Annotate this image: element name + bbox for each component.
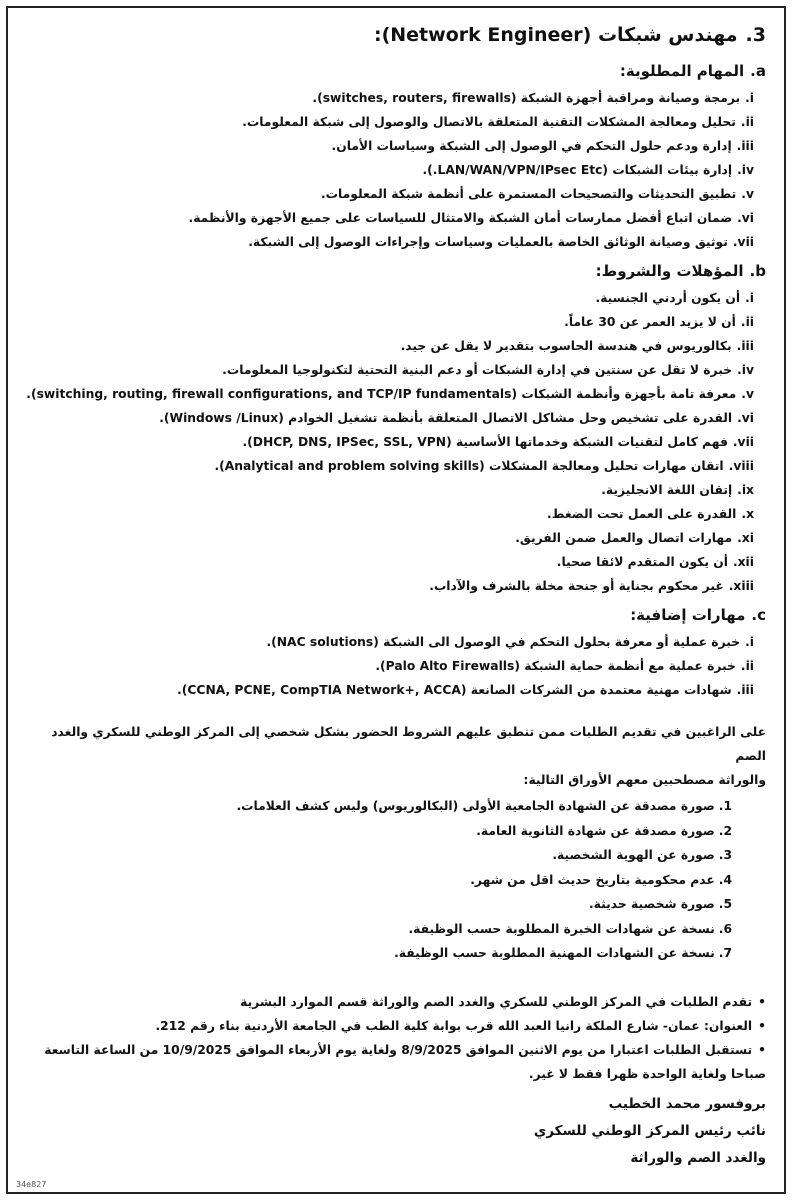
signatory-name: بروفسور محمد الخطيب (608, 1096, 766, 1112)
section-a-heading (26, 62, 766, 80)
document-item (26, 794, 732, 819)
note-address (26, 1014, 766, 1038)
job-title-text: مهندس شبكات (Network Engineer): (373, 24, 738, 46)
bullet-icon: • (758, 1018, 766, 1033)
section-a-title: المهام المطلوبة: (619, 62, 745, 80)
document-text: نسخة عن شهادات الخبرة المطلوبة حسب الوظيفة. (408, 921, 715, 936)
notes-block (26, 990, 766, 1086)
item-number: iv. (737, 363, 754, 377)
item-text: شهادات مهنية معتمدة من الشركات الصانعة (CCNA, PCNE, CompTIA Network+, ACCA). (177, 683, 732, 697)
item-text: برمجة وصيانة ومراقبة أجهزة الشبكة (switches, routers, firewalls). (312, 91, 741, 105)
document-item (26, 868, 732, 893)
item-text: معرفة تامة بأجهزة وأنظمة الشبكات (switching, routing, firewall configurations, and TCP/IP fundamentals). (26, 387, 737, 401)
list-item (26, 478, 754, 502)
item-number: iii. (736, 139, 754, 153)
application-intro-line2: والوراثة مصطحبين معهم الأوراق التالية: (523, 773, 766, 787)
item-text: خبرة عملية مع أنظمة حماية الشبكة (Palo Alto Firewalls). (375, 659, 736, 673)
item-text: فهم كامل لتقنيات الشبكة وخدماتها الأساسية (DHCP, DNS, IPSec, SSL, VPN). (242, 435, 728, 449)
item-number: xii. (732, 555, 754, 569)
note-text: العنوان: عمان- شارع الملكة رانيا العبد الله قرب بوابة كلية الطب في الجامعة الأردنية بناء رقم 212. (155, 1018, 753, 1033)
item-text: ضمان اتباع أفضل ممارسات أمان الشبكة والامتثال للسياسات على جميع الأجهزة والأنظمة. (188, 211, 733, 225)
item-number: vii. (732, 235, 754, 249)
list-item (26, 678, 754, 702)
document-item (26, 941, 732, 966)
list-item (26, 310, 754, 334)
item-number: vi. (737, 411, 754, 425)
document-text: صورة مصدقة عن الشهادة الجامعية الأولى (البكالوريوس) وليس كشف العلامات. (236, 799, 715, 813)
list-item (26, 230, 754, 254)
list-item (26, 574, 754, 598)
note-text: تستقبل الطلبات اعتبارا من يوم الاثنين الموافق 8/9/2025 ولغاية يوم الأربعاء الموافق 10/9/2025 من الساعة التاسعة (44, 1042, 753, 1057)
item-text: اتقان مهارات تحليل ومعالجة المشكلات (Analytical and problem solving skills). (214, 459, 724, 473)
item-text: تحليل ومعالجة المشكلات التقنية المتعلقة بالاتصال والوصول إلى شبكة المعلومات. (242, 115, 736, 129)
document-number: 3. (718, 848, 732, 862)
item-number: xiii. (728, 579, 754, 593)
signatory-role-line2: والغدد الصم والوراثة (630, 1150, 766, 1166)
list-item (26, 286, 754, 310)
document-number: 4. (718, 872, 732, 887)
document-number: 5. (718, 897, 732, 911)
section-c-title: مهارات إضافية: (630, 606, 746, 624)
item-text: خبرة لا تقل عن سنتين في إدارة الشبكات أو دعم البنية التحتية لتكنولوجيا المعلومات. (222, 363, 733, 377)
list-item (26, 206, 754, 230)
list-item (26, 430, 754, 454)
document-text: نسخة عن الشهادات المهنية المطلوبة حسب الوظيفة. (394, 946, 715, 960)
section-b-heading (26, 262, 766, 280)
item-text: القدرة على تشخيص وحل مشاكل الاتصال المتعلقة بأنظمة تشغيل الخوادم (Windows /Linux). (159, 411, 733, 425)
item-number: v. (741, 187, 754, 201)
item-number: xi. (737, 531, 754, 545)
section-c-letter: c. (751, 606, 766, 624)
list-item (26, 134, 754, 158)
item-text: القدرة على العمل تحت الضغط. (547, 507, 737, 521)
item-number: v. (741, 387, 754, 401)
reference-code: 34e827 (16, 1180, 47, 1189)
list-item (26, 526, 754, 550)
item-text: إدارة بيئات الشبكات (LAN/WAN/VPN/IPsec Etc.). (422, 163, 733, 177)
item-text: خبرة عملية أو معرفة بحلول التحكم في الوصول الى الشبكة (NAC solutions). (266, 635, 741, 649)
document-number: 6. (718, 921, 732, 936)
note-dates-cont: صباحا ولغاية الواحدة ظهرا فقط لا غير. (528, 1066, 766, 1081)
document-number: 2. (718, 823, 732, 838)
item-text: توثيق وصيانة الوثائق الخاصة بالعمليات وسياسات وإجراءات الوصول إلى الشبكة. (248, 235, 728, 249)
section-a-list (26, 86, 754, 254)
document-text: صورة شخصية حديثة. (588, 897, 715, 911)
item-text: إدارة ودعم حلول التحكم في الوصول إلى الشبكة وسياسات الأمان. (331, 139, 732, 153)
item-number: i. (745, 91, 754, 105)
item-number: i. (745, 635, 754, 649)
document-number: 1. (718, 799, 732, 813)
note-submission-place (26, 990, 766, 1014)
item-number: vii. (732, 435, 754, 449)
list-item (26, 454, 754, 478)
item-number: ii. (740, 659, 754, 673)
document-number: 7. (718, 946, 732, 960)
section-a-letter: a. (750, 62, 766, 80)
list-item (26, 550, 754, 574)
signatory-role-line1: نائب رئيس المركز الوطني للسكري (533, 1123, 766, 1139)
section-c-heading (26, 606, 766, 624)
item-number: ix. (737, 483, 754, 497)
section-b-letter: b. (749, 262, 766, 280)
bullet-icon: • (758, 1042, 766, 1057)
document-item (26, 843, 732, 868)
section-b-title: المؤهلات والشروط: (595, 262, 744, 280)
list-item (26, 158, 754, 182)
note-dates (26, 1038, 766, 1062)
note-text: تقدم الطلبات في المركز الوطني للسكري والغدد الصم والوراثة قسم الموارد البشرية (240, 994, 753, 1009)
item-number: vi. (737, 211, 754, 225)
bullet-icon: • (758, 994, 766, 1009)
item-number: ii. (740, 115, 754, 129)
item-text: أن يكون المتقدم لائقا صحيا. (556, 555, 728, 569)
item-number: iii. (736, 683, 754, 697)
list-item (26, 630, 754, 654)
document-item (26, 917, 732, 942)
list-item (26, 86, 754, 110)
item-text: أن يكون أردني الجنسية. (595, 291, 741, 305)
document-item (26, 819, 732, 844)
job-title (26, 24, 766, 46)
document-item (26, 892, 732, 917)
item-text: أن لا يزيد العمر عن 30 عاماً. (564, 315, 736, 329)
item-number: iii. (736, 339, 754, 353)
job-number: 3. (745, 24, 766, 46)
section-b-list (26, 286, 754, 598)
item-number: i. (745, 291, 754, 305)
section-c-list (26, 630, 754, 702)
item-text: مهارات اتصال والعمل ضمن الفريق. (515, 531, 733, 545)
document-text: صورة عن الهوية الشخصية. (552, 848, 715, 862)
item-number: x. (741, 507, 754, 521)
document-text: صورة مصدقة عن شهادة الثانوية العامة. (476, 823, 715, 838)
required-documents-list (26, 794, 732, 966)
signature-block (534, 1091, 766, 1172)
list-item (26, 110, 754, 134)
list-item (26, 182, 754, 206)
item-text: إتقان اللغة الانجليزية. (601, 483, 733, 497)
item-text: تطبيق التحديثات والتصحيحات المستمرة على أنظمة شبكة المعلومات. (320, 187, 737, 201)
item-number: viii. (728, 459, 754, 473)
item-number: iv. (737, 163, 754, 177)
announcement-frame (6, 6, 786, 1194)
list-item (26, 406, 754, 430)
item-text: غير محكوم بجناية أو جنحة مخلة بالشرف والآداب. (429, 579, 724, 593)
list-item (26, 382, 754, 406)
list-item (26, 654, 754, 678)
application-intro-line1: على الراغبين في تقديم الطلبات ممن تنطبق عليهم الشروط الحضور بشكل شخصي إلى المركز الوطني للسكري والغدد الصم (51, 725, 766, 763)
list-item (26, 502, 754, 526)
item-number: ii. (740, 315, 754, 329)
item-text: بكالوريوس في هندسة الحاسوب بتقدير لا يقل عن جيد. (400, 339, 732, 353)
list-item (26, 334, 754, 358)
list-item (26, 358, 754, 382)
document-text: عدم محكومية بتاريخ حديث اقل من شهر. (470, 872, 715, 887)
